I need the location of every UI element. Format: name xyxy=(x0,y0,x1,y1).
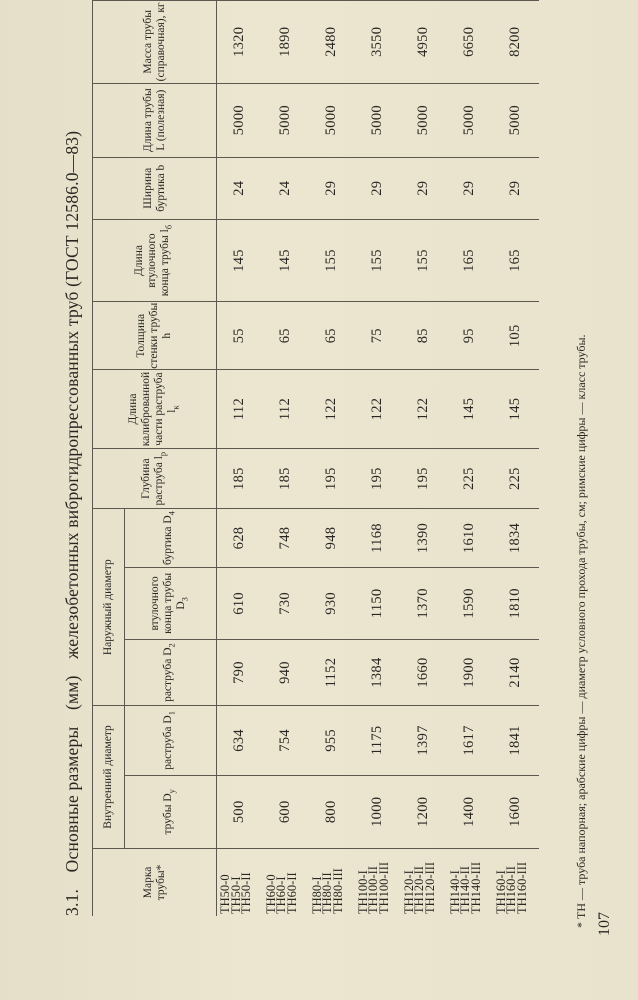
cell-d2: 1900 xyxy=(447,640,493,706)
cell-d4: 1168 xyxy=(355,509,401,567)
cell-L: 5000 xyxy=(355,83,401,157)
mark-item: ТН50-I xyxy=(228,876,243,914)
cell-lp: 225 xyxy=(493,448,539,509)
cell-d4: 748 xyxy=(263,509,309,567)
cell-d1: 634 xyxy=(217,706,263,776)
mark-item: ТН60-I xyxy=(274,876,289,914)
header-inner-diameter: Внутренний диаметр xyxy=(93,706,125,849)
cell-lp: 185 xyxy=(263,448,309,509)
header-socket-d2: раструба $D_2$ xyxy=(125,640,217,706)
mark-cell xyxy=(447,848,493,916)
mark-item: ТН50-II xyxy=(239,872,254,914)
header-wall-thickness: Толщина стенки трубы h xyxy=(93,302,217,370)
pipe-dimensions-table xyxy=(92,0,539,916)
cell-lk: 112 xyxy=(263,370,309,449)
title-part1: Основные размеры xyxy=(62,726,82,873)
cell-d4: 628 xyxy=(217,509,263,567)
cell-lp: 195 xyxy=(401,448,447,509)
cell-d3: 1810 xyxy=(493,567,539,639)
mark-item: ТН140-III xyxy=(468,861,483,914)
mark-cell xyxy=(263,848,309,916)
cell-dy: 1200 xyxy=(401,775,447,848)
cell-d2: 1660 xyxy=(401,640,447,706)
table-row xyxy=(355,1,401,917)
cell-d1: 955 xyxy=(309,706,355,776)
cell-mass: 2480 xyxy=(309,1,355,84)
mark-cell xyxy=(355,848,401,916)
mark-item: ТН120-I xyxy=(401,870,416,914)
cell-L: 5000 xyxy=(217,83,263,157)
cell-b: 24 xyxy=(263,157,309,219)
mark-item: ТН100-III xyxy=(376,861,391,914)
title-units: (мм) xyxy=(62,675,82,710)
mark-item: ТН160-III xyxy=(514,861,529,914)
header-ring-d4: буртика $D_4$ xyxy=(125,509,217,567)
cell-d3: 1150 xyxy=(355,567,401,639)
cell-L: 5000 xyxy=(447,83,493,157)
mark-cell xyxy=(493,848,539,916)
cell-dy: 500 xyxy=(217,775,263,848)
cell-d3: 930 xyxy=(309,567,355,639)
table-row xyxy=(309,1,355,917)
header-ring-width: Ширина буртика b xyxy=(93,157,217,219)
cell-d2: 790 xyxy=(217,640,263,706)
cell-lk: 122 xyxy=(309,370,355,449)
mark-item: ТН60-0 xyxy=(263,874,278,914)
cell-mass: 8200 xyxy=(493,1,539,84)
cell-dy: 800 xyxy=(309,775,355,848)
cell-d4: 1610 xyxy=(447,509,493,567)
cell-d2: 1384 xyxy=(355,640,401,706)
header-outer-diameter: Наружный диаметр xyxy=(93,509,125,706)
mark-item: ТН120-II xyxy=(412,866,427,914)
cell-lp: 195 xyxy=(355,448,401,509)
footnote: * ТН — труба напорная; арабские цифры — диаметр условного прохода трубы, см; римские цифры — класс трубы. xyxy=(574,334,588,928)
cell-L: 5000 xyxy=(309,83,355,157)
page-number: 107 xyxy=(596,912,613,936)
cell-d2: 1152 xyxy=(309,640,355,706)
header-spigot-length: Длина втулочного конца трубы $l_б$ xyxy=(93,219,217,302)
table-row xyxy=(401,1,447,917)
table-body xyxy=(217,1,539,917)
table-row xyxy=(493,1,539,917)
cell-lb: 155 xyxy=(309,219,355,302)
header-spigot-d3: втулочного конца трубы $D_3$ xyxy=(125,567,217,639)
cell-lk: 145 xyxy=(447,370,493,449)
cell-b: 29 xyxy=(401,157,447,219)
cell-h: 75 xyxy=(355,302,401,370)
cell-lp: 225 xyxy=(447,448,493,509)
table-row xyxy=(447,1,493,917)
cell-mass: 4950 xyxy=(401,1,447,84)
cell-lp: 195 xyxy=(309,448,355,509)
cell-d3: 1590 xyxy=(447,567,493,639)
mark-cell xyxy=(309,848,355,916)
cell-L: 5000 xyxy=(263,83,309,157)
cell-lb: 155 xyxy=(401,219,447,302)
mark-item: ТН100-II xyxy=(366,866,381,914)
mark-item: ТН60-II xyxy=(284,872,299,914)
cell-d4: 1390 xyxy=(401,509,447,567)
cell-d2: 2140 xyxy=(493,640,539,706)
cell-d2: 940 xyxy=(263,640,309,706)
cell-d3: 1370 xyxy=(401,567,447,639)
cell-h: 85 xyxy=(401,302,447,370)
cell-dy: 1600 xyxy=(493,775,539,848)
cell-lb: 145 xyxy=(217,219,263,302)
cell-lb: 145 xyxy=(263,219,309,302)
cell-b: 24 xyxy=(217,157,263,219)
cell-d4: 948 xyxy=(309,509,355,567)
header-pipe-mass: Масса трубы (справочная), кг xyxy=(93,1,217,84)
cell-dy: 1400 xyxy=(447,775,493,848)
cell-h: 55 xyxy=(217,302,263,370)
mark-cell xyxy=(401,848,447,916)
cell-mass: 3550 xyxy=(355,1,401,84)
cell-h: 65 xyxy=(263,302,309,370)
cell-d1: 1841 xyxy=(493,706,539,776)
cell-h: 65 xyxy=(309,302,355,370)
cell-lb: 165 xyxy=(447,219,493,302)
mark-item: ТН160-II xyxy=(504,866,519,914)
cell-d1: 1397 xyxy=(401,706,447,776)
cell-lb: 155 xyxy=(355,219,401,302)
header-mark: Марка трубы* xyxy=(93,848,217,916)
cell-h: 95 xyxy=(447,302,493,370)
mark-item: ТН80-I xyxy=(309,876,324,914)
cell-L: 5000 xyxy=(401,83,447,157)
title-part2: железобетонных виброгидропрессованных труб (ГОСТ 12586.0—83) xyxy=(62,130,82,659)
header-socket-depth: Глубина раструба $l_p$ xyxy=(93,448,217,509)
mark-item: ТН140-I xyxy=(447,870,462,914)
cell-lk: 112 xyxy=(217,370,263,449)
cell-d1: 1175 xyxy=(355,706,401,776)
cell-d1: 1617 xyxy=(447,706,493,776)
cell-lk: 122 xyxy=(355,370,401,449)
cell-mass: 1890 xyxy=(263,1,309,84)
cell-mass: 6650 xyxy=(447,1,493,84)
cell-mass: 1320 xyxy=(217,1,263,84)
mark-cell xyxy=(217,848,263,916)
cell-b: 29 xyxy=(447,157,493,219)
cell-dy: 600 xyxy=(263,775,309,848)
cell-b: 29 xyxy=(355,157,401,219)
mark-item: ТН50-0 xyxy=(218,874,232,914)
cell-d3: 610 xyxy=(217,567,263,639)
mark-item: ТН140-II xyxy=(458,866,473,914)
cell-d3: 730 xyxy=(263,567,309,639)
cell-lk: 145 xyxy=(493,370,539,449)
mark-item: ТН160-I xyxy=(493,870,508,914)
header-socket-d1: раструба $D_1$ xyxy=(125,706,217,776)
mark-item: ТН100-I xyxy=(355,870,370,914)
cell-lp: 185 xyxy=(217,448,263,509)
cell-lk: 122 xyxy=(401,370,447,449)
table-number: 3.1. xyxy=(62,888,82,916)
cell-lb: 165 xyxy=(493,219,539,302)
cell-d4: 1834 xyxy=(493,509,539,567)
cell-h: 105 xyxy=(493,302,539,370)
header-pipe-length: Длина трубы L (полезная) xyxy=(93,83,217,157)
mark-item: ТН80-II xyxy=(320,872,335,914)
mark-item: ТН120-III xyxy=(422,861,437,914)
cell-d1: 754 xyxy=(263,706,309,776)
cell-dy: 1000 xyxy=(355,775,401,848)
cell-b: 29 xyxy=(309,157,355,219)
header-pipe-dy: трубы $D_y$ xyxy=(125,775,217,848)
table-title xyxy=(62,131,83,916)
table-row xyxy=(217,1,263,917)
header-calibrated-length: Длина калиброванной части раструба $l_к$ xyxy=(93,370,217,449)
mark-item: ТН80-III xyxy=(330,868,345,914)
cell-b: 29 xyxy=(493,157,539,219)
table-row xyxy=(263,1,309,917)
cell-L: 5000 xyxy=(493,83,539,157)
